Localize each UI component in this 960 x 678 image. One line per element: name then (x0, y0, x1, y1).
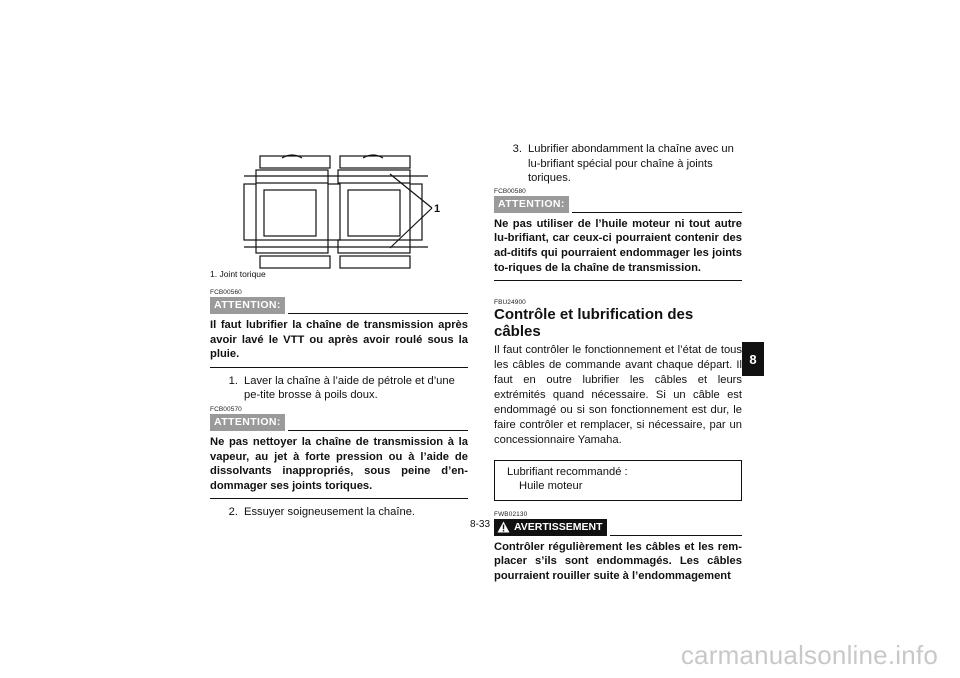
right-column (494, 142, 742, 583)
attention-header (210, 414, 468, 431)
attention-badge: ATTENTION: (210, 297, 285, 314)
lubricant-label: Lubrifiant recommandé : (507, 465, 628, 478)
chapter-tab: 8 (742, 342, 764, 376)
rule (572, 212, 742, 213)
attention-text: Ne pas nettoyer la chaîne de transmission à la vapeur, au jet à forte pression ou à l’aide de dissolvants inappropriés, sous peine d’en-dommager ses joints toriques. (210, 435, 468, 492)
lubricant-value: Huile moteur (519, 480, 583, 493)
section-paragraph: Il faut contrôler le fonctionnement et l’état de tous les câbles de commande avant chaque départ. Il faut en outre lubrifier les câbles et leurs extrémités quand nécessaire. Si un câble est endommagé ou si son fonctionnement est dur, le faire contrôler et remplacer, si nécessaire, par un concessionnaire Yamaha. (494, 344, 742, 446)
step-text: Laver la chaîne à l’aide de pétrole et d’une pe-tite brosse à poils doux. (244, 374, 455, 402)
step-number: 3. (512, 143, 522, 155)
section-title: Contrôle et lubrification des câbles (494, 306, 694, 341)
page-number: 8-33 (469, 519, 490, 530)
attention-text: Il faut lubrifier la chaîne de transmission après avoir lavé le VTT ou après avoir roulé sous la pluie. (210, 319, 468, 361)
attention-header (494, 196, 742, 213)
rule (494, 280, 742, 281)
notice-code: FCB00560 (210, 289, 242, 296)
rule (210, 367, 468, 368)
step-item (494, 142, 742, 186)
rule (288, 430, 468, 431)
step-item (210, 374, 468, 403)
warning-label: AVERTISSEMENT (514, 520, 603, 533)
rule (610, 535, 742, 536)
notice-code: FCB00570 (210, 405, 242, 413)
attention-badge: ATTENTION: (494, 196, 569, 213)
step-text: Essuyer soigneusement la chaîne. (244, 506, 416, 519)
step-number: 2. (228, 506, 238, 519)
attention-badge: ATTENTION: (210, 414, 285, 431)
rule (288, 313, 468, 314)
step-item (210, 505, 468, 520)
warning-text: Contrôler régulièrement les câbles et les rem-placer s’ils sont endommagés. Les câbles pourraient rouiller suite à l’endommagement (494, 540, 742, 582)
rule (210, 498, 468, 499)
left-column (210, 289, 468, 520)
warning-code: FWB02130 (494, 510, 528, 518)
attention-text: Ne pas utiliser de l’huile moteur ni tout autre lu-brifiant, car ceux-ci pourraient contenir des ad-ditifs qui pourraient endommager les joints to-riques de la chaîne de transmission. (494, 217, 742, 274)
watermark: carmanualsonline.info (680, 640, 938, 670)
chain-illustration (210, 148, 468, 270)
figure-caption: 1. Joint torique (210, 269, 266, 279)
step-text: Lubrifier abondamment la chaîne avec un lu-brifiant spécial pour chaîne à joints toriques. (528, 143, 734, 185)
section-code: FBU24900 (494, 299, 526, 307)
figure-callout: 1 (434, 203, 441, 215)
step-number: 1. (228, 374, 238, 387)
recommended-lubricant-box (494, 460, 742, 501)
notice-code: FCB00580 (494, 187, 526, 195)
attention-header (210, 297, 468, 314)
